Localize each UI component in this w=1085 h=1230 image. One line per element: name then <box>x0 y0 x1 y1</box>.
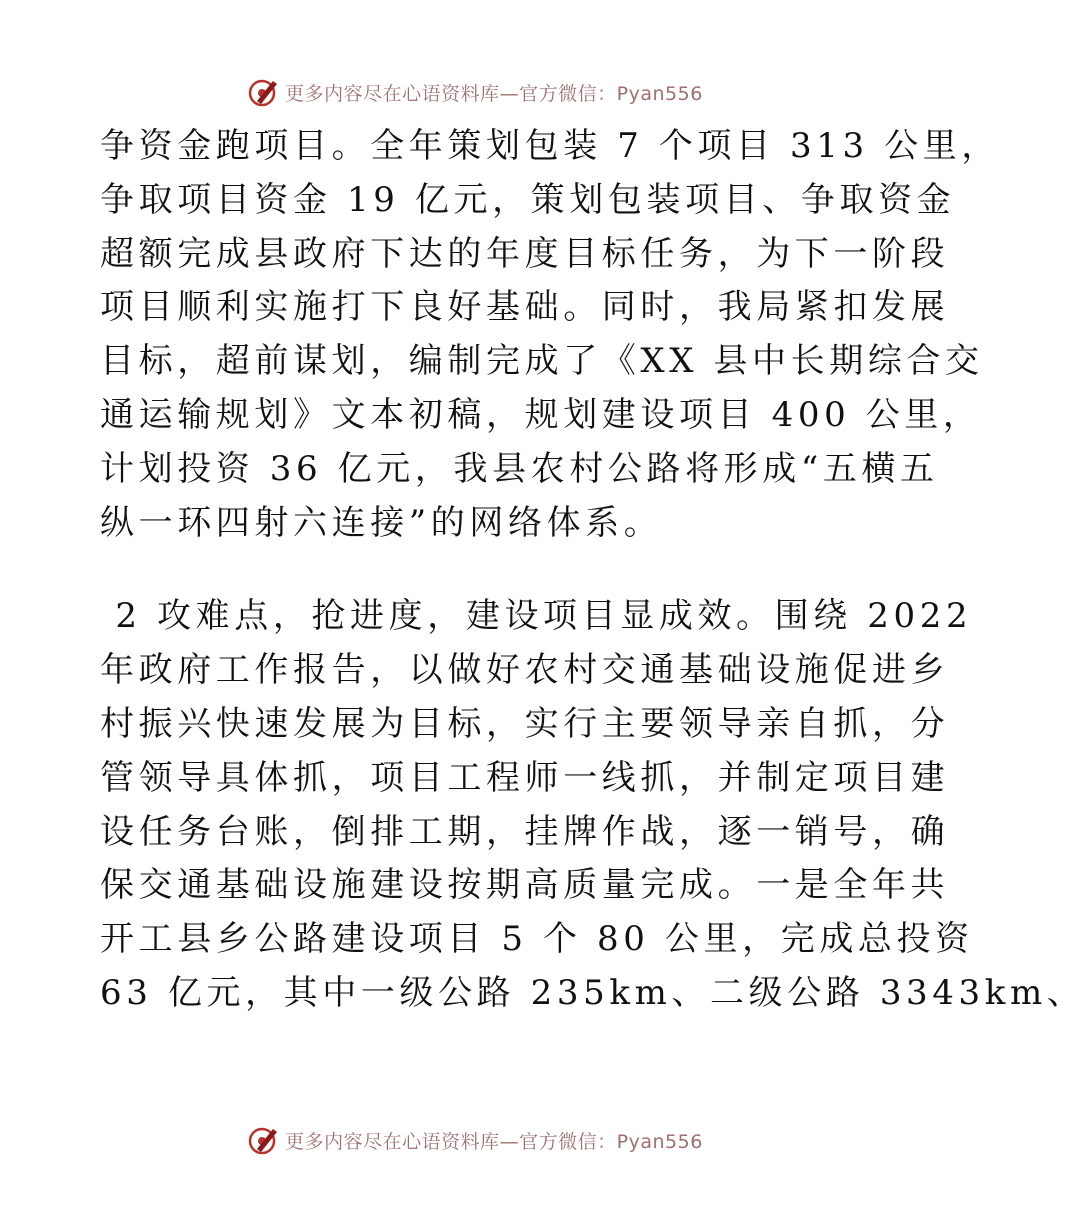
text-line: 项目顺利实施打下良好基础。同时，我局紧扣发展 <box>100 287 950 328</box>
text-line: 2 攻难点，抢进度，建设项目显成效。围绕 2022 <box>100 596 973 637</box>
text-line: 目标，超前谋划，编制完成了《XX 县中长期综合交 <box>100 341 984 382</box>
document-body <box>100 120 1085 1021</box>
text-line: 超额完成县政府下达的年度目标任务，为下一阶段 <box>100 233 950 274</box>
paragraph-spacer <box>100 550 870 590</box>
text-line: 开工县乡公路建设项目 5 个 80 公里，完成总投资 <box>100 919 974 960</box>
text-line: 计划投资 36 亿元，我县农村公路将形成“五横五 <box>100 448 939 489</box>
header-watermark-text: 更多内容尽在心语资料库—官方微信：Pyan556 <box>285 82 703 105</box>
pen-logo-icon <box>247 75 281 109</box>
text-line: 年政府工作报告，以做好农村交通基础设施促进乡 <box>100 650 950 691</box>
footer-watermark-text: 更多内容尽在心语资料库—官方微信：Pyan556 <box>285 1130 703 1153</box>
text-line: 63 亿元，其中一级公路 235km、二级公路 3343km、 <box>100 972 1085 1013</box>
text-line: 争取项目资金 19 亿元，策划包装项目、争取资金 <box>100 179 956 220</box>
text-line: 设任务台账，倒排工期，挂牌作战，逐一销号，确 <box>100 811 950 852</box>
text-line: 村振兴快速发展为目标，实行主要领导亲自抓，分 <box>100 703 950 744</box>
pen-logo-icon <box>247 1123 281 1157</box>
text-line: 争资金跑项目。全年策划包装 7 个项目 313 公里， <box>100 126 1000 166</box>
text-line: 保交通基础设施建设按期高质量完成。一是全年共 <box>100 865 950 906</box>
text-line: 通运输规划》文本初稿，规划建设项目 400 公里， <box>100 394 982 435</box>
paragraph <box>100 120 1000 550</box>
text-line: 纵一环四射六连接”的网络体系。 <box>100 502 663 543</box>
text-line: 管领导具体抓，项目工程师一线抓，并制定项目建 <box>100 757 950 798</box>
header-watermark <box>0 72 950 112</box>
paragraph <box>100 590 1085 1020</box>
footer-watermark <box>0 1120 950 1160</box>
